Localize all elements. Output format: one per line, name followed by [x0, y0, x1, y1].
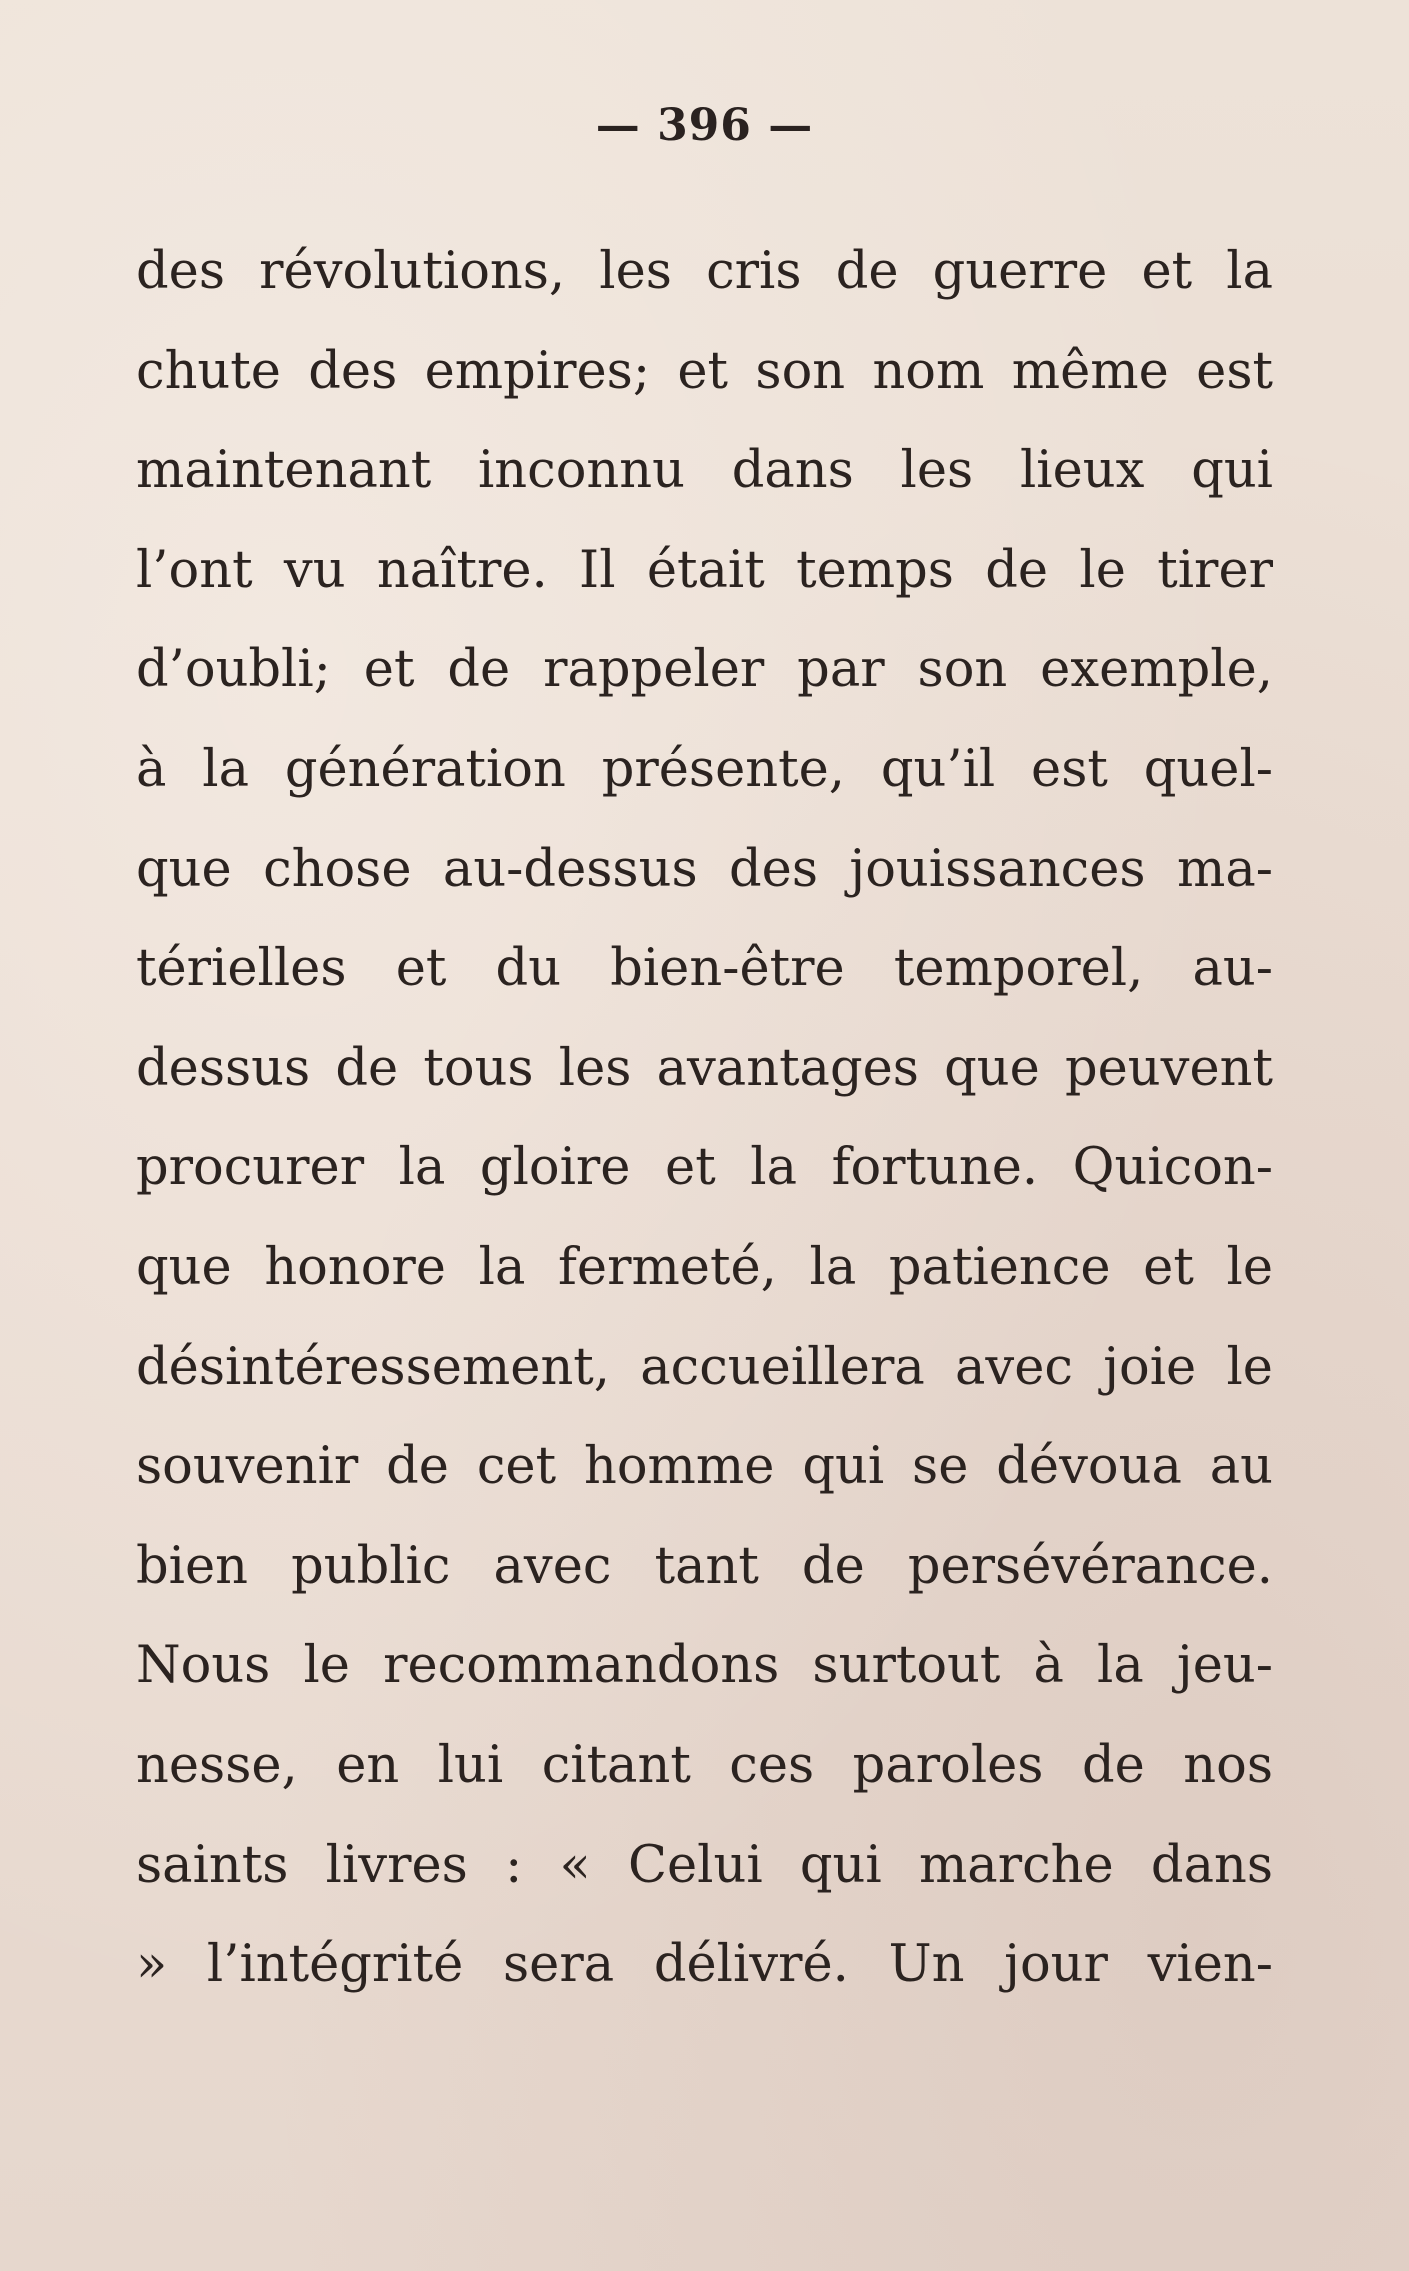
text-line: souvenir de cet homme qui se dévoua au: [136, 1437, 1273, 1497]
text-line: saints livres : « Celui qui marche dans: [136, 1835, 1273, 1895]
text-line: maintenant inconnu dans les lieux qui: [136, 441, 1273, 501]
text-line: à la génération présente, qu’il est quel-: [136, 739, 1273, 799]
text-line: désintéressement, accueillera avec joie le: [136, 1337, 1273, 1397]
text-line: procurer la gloire et la fortune. Quicon-: [136, 1138, 1273, 1198]
text-line: dessus de tous les avantages que peuvent: [136, 1038, 1273, 1098]
page-number: — 396 —: [595, 100, 814, 151]
text-line: bien public avec tant de persévérance.: [136, 1536, 1273, 1596]
text-line: d’oubli; et de rappeler par son exemple,: [136, 640, 1273, 700]
text-line: des révolutions, les cris de guerre et la: [136, 242, 1273, 301]
text-line: nesse, en lui citant ces paroles de nos: [136, 1735, 1273, 1795]
text-line: térielles et du bien-être temporel, au-: [136, 939, 1273, 999]
text-line: que honore la fermeté, la patience et le: [136, 1237, 1273, 1297]
text-line: » l’intégrité sera délivré. Un jour vien-: [136, 1935, 1273, 1995]
text-line: chute des empires; et son nom même est: [136, 341, 1273, 401]
body-text: [136, 222, 1273, 2015]
text-line: Nous le recommandons surtout à la jeu-: [136, 1636, 1273, 1696]
text-line: l’ont vu naître. Il était temps de le tirer: [136, 540, 1273, 600]
text-line: que chose au-dessus des jouissances ma-: [136, 839, 1273, 899]
